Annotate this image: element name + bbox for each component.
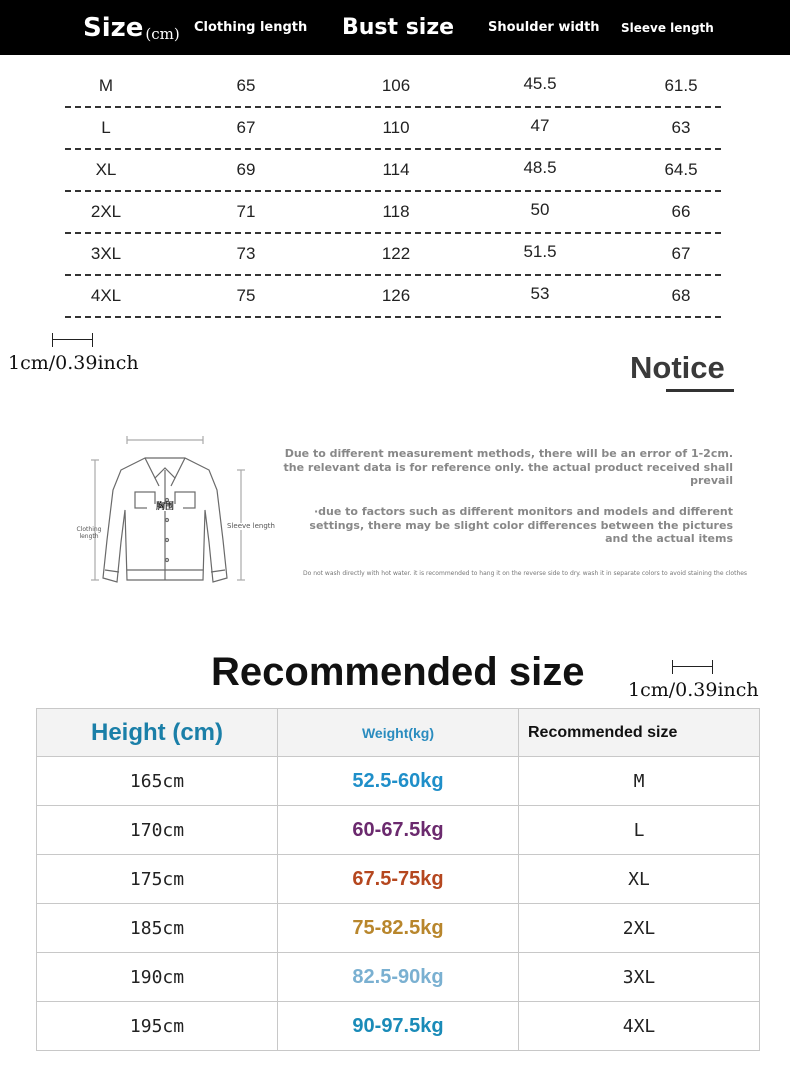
- cell-length: 73: [236, 244, 256, 263]
- table-row: [37, 757, 760, 806]
- cell-shoulder: 50: [530, 200, 550, 219]
- size-row: [65, 276, 721, 318]
- cell-shoulder: 51.5: [523, 242, 557, 261]
- table-row: [37, 904, 760, 953]
- cell-shoulder: 53: [530, 284, 550, 303]
- size-row: [65, 234, 721, 276]
- cell-size: 2XL: [90, 202, 122, 221]
- header-recommended-size: Recommended size: [519, 709, 760, 757]
- size-row: [65, 66, 721, 108]
- table-header-row: [37, 709, 760, 757]
- cell-bust: 122: [381, 244, 411, 263]
- cell-sleeve: 68: [671, 286, 691, 305]
- header-bust-size: Bust size: [342, 15, 455, 40]
- header-clothing-length: Clothing length: [194, 20, 308, 35]
- header-size-label: Size: [83, 12, 144, 43]
- cell-length: 69: [236, 160, 256, 179]
- cell-height: 170cm: [37, 806, 278, 855]
- table-row: [37, 953, 760, 1002]
- cell-sleeve: 63: [671, 118, 691, 137]
- cell-sleeve: 67: [671, 244, 691, 263]
- cell-weight: 82.5-90kg: [278, 953, 519, 1002]
- cell-size: 3XL: [90, 244, 122, 263]
- cell-size: XL: [519, 855, 760, 904]
- cell-weight: 60-67.5kg: [278, 806, 519, 855]
- cell-size: M: [519, 757, 760, 806]
- cell-size: 2XL: [519, 904, 760, 953]
- cell-size: L: [519, 806, 760, 855]
- cell-size: 4XL: [90, 286, 122, 305]
- notice-care-instructions: Do not wash directly with hot water. it is recommended to hang it on the reverse side to dry. wash it in separate colors to avoid staining the clothes: [303, 570, 748, 577]
- cell-bust: 118: [382, 202, 410, 221]
- cell-weight: 90-97.5kg: [278, 1002, 519, 1051]
- cell-length: 75: [236, 286, 256, 305]
- cell-bust: 126: [381, 286, 411, 305]
- size-chart-header: [0, 0, 790, 55]
- cell-length: 65: [236, 76, 256, 95]
- cell-weight: 67.5-75kg: [278, 855, 519, 904]
- cell-size: M: [98, 76, 114, 95]
- recommended-size-table: [36, 708, 760, 1051]
- cell-height: 165cm: [37, 757, 278, 806]
- cell-length: 71: [236, 202, 256, 221]
- notice-title: Notice: [630, 350, 725, 385]
- cell-weight: 52.5-60kg: [278, 757, 519, 806]
- table-row: [37, 806, 760, 855]
- chest-label: 胸围: [147, 504, 183, 511]
- header-sleeve-length: Sleeve length: [621, 20, 714, 35]
- notice-underline: [666, 389, 734, 392]
- scale-text: 1cm/0.39inch: [628, 679, 759, 701]
- cell-weight: 75-82.5kg: [278, 904, 519, 953]
- cell-sleeve: 64.5: [664, 160, 698, 179]
- cell-sleeve: 61.5: [664, 76, 698, 95]
- cell-bust: 106: [381, 76, 411, 95]
- cell-size: 4XL: [519, 1002, 760, 1051]
- size-row: [65, 108, 721, 150]
- cell-bust: 110: [382, 118, 410, 137]
- header-shoulder-width: Shoulder width: [488, 20, 600, 35]
- cell-height: 185cm: [37, 904, 278, 953]
- header-weight: Weight(kg): [278, 709, 519, 757]
- jacket-icon: [75, 430, 275, 600]
- table-row: [37, 1002, 760, 1051]
- cell-bust: 114: [382, 160, 410, 179]
- scale-bar: [672, 660, 713, 674]
- header-size: [83, 0, 180, 55]
- notice-paragraph-color: ·due to factors such as different monitors and models and different settings, there may be slight color differences between the pictures and the actual items: [309, 505, 733, 545]
- size-row: [65, 150, 721, 192]
- cell-length: 67: [236, 118, 256, 137]
- cell-shoulder: 45.5: [523, 74, 557, 93]
- scale-bar: [52, 333, 93, 347]
- table-row: [37, 855, 760, 904]
- header-height: Height (cm): [37, 709, 278, 757]
- cell-sleeve: 66: [671, 202, 691, 221]
- notice-paragraph-measurement: Due to different measurement methods, there will be an error of 1-2cm. the relevant data is for reference only. the actual product received shall prevail: [283, 447, 733, 487]
- size-row: [65, 192, 721, 234]
- cell-size: 3XL: [519, 953, 760, 1002]
- cell-height: 190cm: [37, 953, 278, 1002]
- clothing-length-label: Clothing length: [76, 526, 102, 540]
- cell-shoulder: 48.5: [523, 158, 557, 177]
- cell-height: 175cm: [37, 855, 278, 904]
- cell-shoulder: 47: [530, 116, 550, 135]
- recommended-size-title: Recommended size: [211, 650, 585, 694]
- cell-size: XL: [95, 160, 117, 179]
- sleeve-length-label: Sleeve length: [227, 522, 275, 530]
- cell-size: L: [101, 118, 111, 137]
- jacket-measurement-diagram: [75, 430, 275, 600]
- header-size-unit: (cm): [145, 24, 180, 43]
- cell-height: 195cm: [37, 1002, 278, 1051]
- scale-text: 1cm/0.39inch: [8, 352, 139, 374]
